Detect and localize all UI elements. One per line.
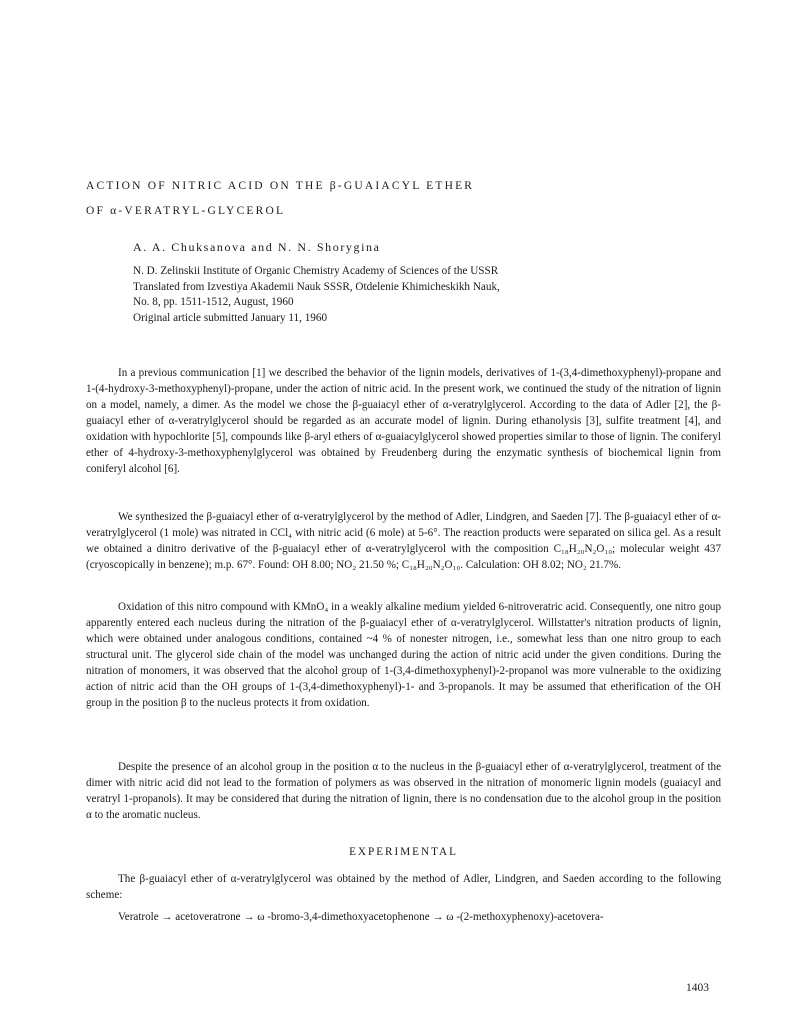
submission-date: Original article submitted January 11, 1960	[133, 311, 328, 324]
issue-pages: No. 8, pp. 1511-1512, August, 1960	[133, 296, 294, 309]
paragraph-5: The β-guaiacyl ether of α-veratrylglycerol was obtained by the method of Adler, Lindgren, and Saeden according to the following scheme:	[86, 873, 721, 901]
paragraph-1: In a previous communication [1] we described the behavior of the lignin models, derivatives of 1-(3,4-dimethoxyphenyl)-propane and 1-(4-hydroxy-3-methoxyphenyl)-propane, under the action of nitric acid. In the present work, we continued the study of the nitration of lignin on a model, namely, a dimer. As the model we chose the β-guaiacyl ether of α-veratrylglycerol. According to the data of Adler [2], the β-guaiacyl ether of α-veratrylglycerol should be regarded as an accurate model of lignin. During ethanolysis [3], sulfite treatment [4], and oxidation with hypochlorite [5], compounds like β-aryl ethers of α-guaiacylglycerol showed properties similar to those of lignin. The coniferyl ether of 4-hydroxy-3-methoxyphenylglycerol was obtained by Freudenberg during the enzymatic synthesis of biochemical lignin from coniferyl alcohol [6].	[86, 367, 721, 475]
paragraph-3: Oxidation of this nitro compound with KMnO₄ in a weakly alkaline medium yielded 6-nitroveratric acid. Consequently, one nitro goup apparently entered each nucleus during the nitration of the β-guaiacyl ether of α-veratrylglycerol. Willstatter's nitration products of lignin, which were obtained under analogous conditions, contained ~4 % of nonester nitrogen, i.e., somewhat less than one nitro group to each structural unit. The glycerol side chain of the model was unchanged during the action of nitric acid under the given conditions. During the nitration of monomers, it was observed that the alcohol group of 1-(3,4-dimethoxyphenyl)-2-propanol was more vulnerable to the oxidizing action of nitric acid than the OH groups of 1-(3,4-dimethoxyphenyl)-1- and 3-propanols. It may be assumed that etherification of the OH group in the position β to the nucleus protects it from oxidation.	[86, 601, 721, 709]
paragraph-2: We synthesized the β-guaiacyl ether of α-veratrylglycerol by the method of Adler, Lindgren, and Saeden [7]. The β-guaiacyl ether of α-veratrylglycerol (1 mole) was nitrated in CCl₄ with nitric acid (6 mole) at 5-6°. The reaction products were separated on silica gel. As a result we obtained a dinitro derivative of the β-guaiacyl ether of α-veratrylglycerol with the composition C₁₈H₂₀N₂O₁₀; molecular weight 437 (cryoscopically in benzene); m.p. 67°. Found: OH 8.00; NO₂ 21.50 %; C₁₈H₂₀N₂O₁₀. Calculation: OH 8.02; NO₂ 21.7%.	[86, 511, 721, 571]
section-heading-experimental: EXPERIMENTAL	[349, 846, 458, 858]
translation-source: Translated from Izvestiya Akademii Nauk SSSR, Otdelenie Khimicheskikh Nauk,	[133, 280, 500, 293]
affiliation-institute: N. D. Zelinskii Institute of Organic Chemistry Academy of Sciences of the USSR	[133, 265, 499, 277]
page-number: 1403	[686, 982, 709, 994]
article-title-line-1: ACTION OF NITRIC ACID ON THE β-GUAIACYL ETHER	[86, 180, 475, 192]
affiliation-block	[133, 264, 753, 326]
paragraph-4: Despite the presence of an alcohol group in the position α to the nucleus in the β-guaiacyl ether of α-veratrylglycerol, treatment of the dimer with nitric acid did not lead to the formation of polymers as was observed in the nitration of monomeric lignin models (guaiacyl and veratryl 1-propanols). It may be considered that during the nitration of lignin, there is no condensation due to the alcohol group in the position α to the aromatic nucleus.	[86, 761, 721, 821]
authors: A. A. Chuksanova and N. N. Shorygina	[133, 240, 381, 254]
synthesis-scheme: Veratrole → acetoveratrone → ω -bromo-3,4-dimethoxyacetophenone → ω -(2-methoxyphenoxy)-acetovera-	[118, 911, 604, 923]
article-title-line-2: OF α-VERATRYL-GLYCEROL	[86, 205, 286, 217]
